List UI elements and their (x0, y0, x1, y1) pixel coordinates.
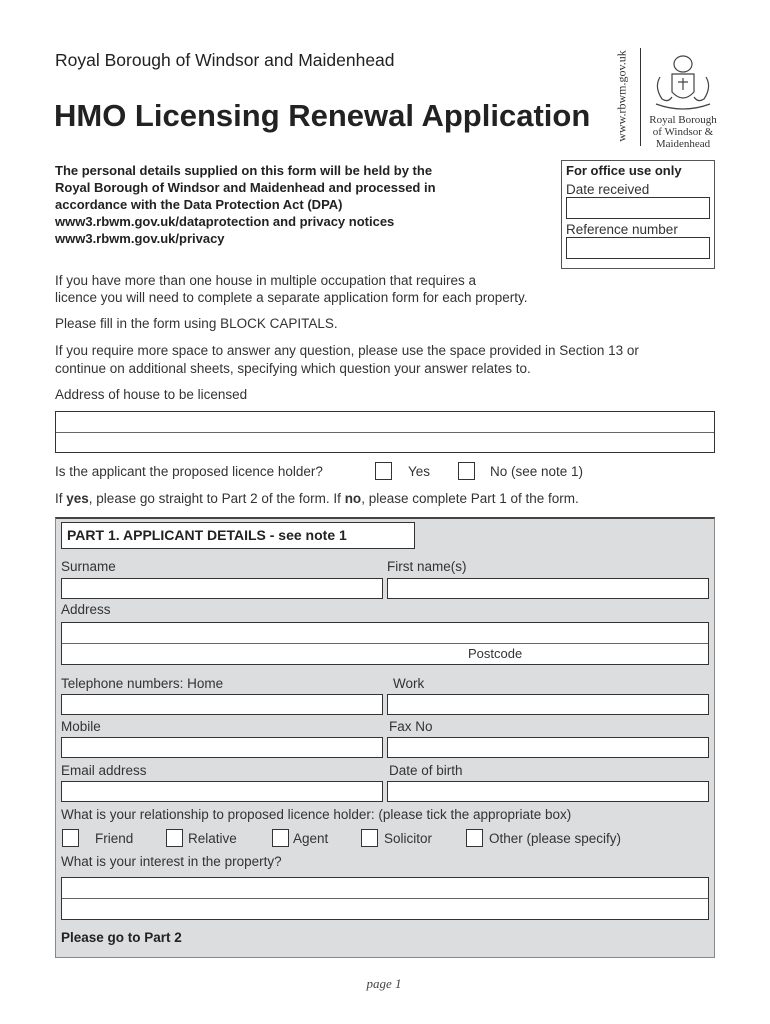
part1-heading: PART 1. APPLICANT DETAILS - see note 1 (61, 522, 415, 549)
instruction-text: If yes, please go straight to Part 2 of the form. If no, please complete Part 1 of the form. (55, 491, 579, 506)
date-received-field[interactable] (566, 197, 710, 219)
fax-field[interactable] (387, 737, 709, 758)
mobile-field[interactable] (61, 737, 383, 758)
reference-number-field[interactable] (566, 237, 710, 259)
no-checkbox[interactable] (458, 462, 475, 480)
solicitor-label: Solicitor (384, 831, 433, 846)
page-number: page 1 (366, 976, 402, 991)
office-use-box (561, 160, 715, 269)
privacy-link[interactable]: www3.rbwm.gov.uk/dataprotection and privacy notices (55, 214, 395, 229)
intro-text: If you require more space to answer any question, please use the space provided in Section 13 or (55, 343, 639, 358)
privacy-notice (55, 162, 436, 247)
council-crest-icon (650, 52, 716, 114)
header-divider (640, 48, 641, 146)
page-title: HMO Licensing Renewal Application (54, 98, 591, 133)
house-address-field[interactable] (55, 411, 715, 453)
fax-label: Fax No (389, 719, 433, 734)
yes-checkbox[interactable] (375, 462, 392, 480)
reference-number-label: Reference number (566, 222, 678, 237)
interest-field[interactable] (61, 877, 709, 920)
relative-checkbox[interactable] (166, 829, 183, 847)
work-phone-label: Work (393, 676, 425, 691)
address-label: Address (61, 602, 111, 617)
dob-label: Date of birth (389, 763, 463, 778)
first-name-label: First name(s) (387, 559, 467, 574)
surname-label: Surname (61, 559, 116, 574)
dob-field[interactable] (387, 781, 709, 802)
privacy-line: accordance with the Data Protection Act (DPA) (55, 197, 343, 212)
other-label: Other (please specify) (489, 831, 622, 846)
friend-label: Friend (95, 831, 134, 846)
email-label: Email address (61, 763, 147, 778)
agent-label: Agent (293, 831, 329, 846)
logo-text (649, 114, 717, 150)
agent-checkbox[interactable] (272, 829, 289, 847)
website-text: www.rbwm.gov.uk (614, 50, 629, 142)
applicant-question: Is the applicant the proposed licence holder? (55, 464, 323, 479)
first-name-field[interactable] (387, 578, 709, 599)
home-phone-field[interactable] (61, 694, 383, 715)
privacy-link[interactable]: www3.rbwm.gov.uk/privacy (55, 231, 225, 246)
date-received-label: Date received (566, 182, 650, 197)
mobile-label: Mobile (61, 719, 101, 734)
privacy-line: The personal details supplied on this form will be held by the (55, 163, 433, 178)
intro-text: licence you will need to complete a separate application form for each property. (55, 290, 528, 305)
relationship-question: What is your relationship to proposed licence holder: (please tick the appropriate box) (61, 807, 572, 822)
solicitor-checkbox[interactable] (361, 829, 378, 847)
email-field[interactable] (61, 781, 383, 802)
intro-text: If you have more than one house in multiple occupation that requires a (55, 273, 477, 288)
relative-label: Relative (188, 831, 237, 846)
address-field[interactable] (61, 622, 709, 665)
privacy-line: Royal Borough of Windsor and Maidenhead and processed in (55, 180, 436, 195)
council-name: Royal Borough of Windsor and Maidenhead (55, 50, 395, 70)
house-address-label: Address of house to be licensed (55, 387, 248, 402)
yes-label: Yes (408, 464, 431, 479)
no-label: No (see note 1) (490, 464, 584, 479)
other-checkbox[interactable] (466, 829, 483, 847)
logo-line: Royal Borough (649, 114, 717, 126)
surname-field[interactable] (61, 578, 383, 599)
postcode-label: Postcode (468, 646, 523, 661)
friend-checkbox[interactable] (62, 829, 79, 847)
logo-line: of Windsor & (652, 126, 714, 138)
go-to-part2-text: Please go to Part 2 (61, 930, 182, 945)
office-title: For office use only (566, 163, 682, 178)
interest-question: What is your interest in the property? (61, 854, 282, 869)
intro-text: Please fill in the form using BLOCK CAPITALS. (55, 316, 338, 331)
logo-line: Maidenhead (655, 138, 711, 150)
home-phone-label: Telephone numbers: Home (61, 676, 224, 691)
intro-text: continue on additional sheets, specifying which question your answer relates to. (55, 361, 531, 376)
work-phone-field[interactable] (387, 694, 709, 715)
